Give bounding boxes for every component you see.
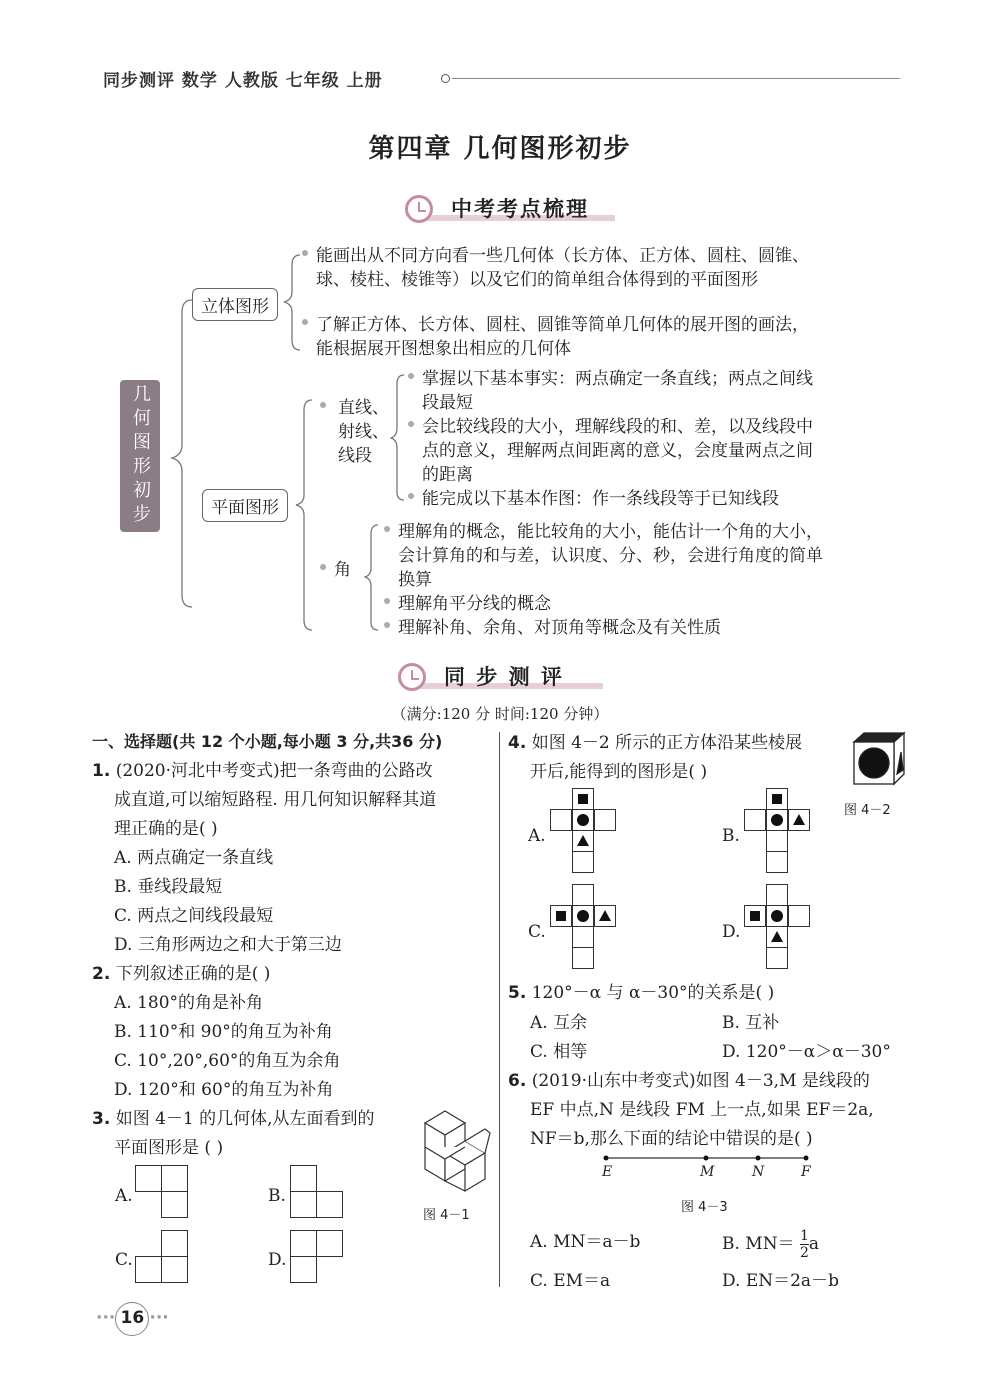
option-d[interactable]: D. <box>722 922 741 942</box>
column-divider <box>499 732 500 1287</box>
option-d[interactable]: D. <box>268 1250 287 1270</box>
option[interactable]: D. EN＝2a－b <box>722 1271 839 1291</box>
section-title: 中考考点梳理 <box>451 197 589 221</box>
solid-item: 能画出从不同方向看一些几何体（长方体、正方体、圆柱、圆锥、 <box>316 246 809 266</box>
node-plane-figures: 平面图形 <box>202 489 288 522</box>
option[interactable]: B. 互补 <box>722 1013 780 1033</box>
brace-lines <box>390 370 410 510</box>
option[interactable]: A. 互余 <box>530 1013 588 1033</box>
option: B. 110°和 90°的角互为补角 <box>114 1022 333 1042</box>
option-a[interactable]: A. <box>528 826 546 846</box>
page-number: ··· 16 ··· <box>96 1302 169 1336</box>
option-b[interactable]: B. <box>268 1186 286 1206</box>
clock-icon <box>398 663 426 691</box>
point-E: E <box>602 1164 613 1180</box>
question-2: 2. 下列叙述正确的是( ) A. 180°的角是补角 B. 110°和 90°的角互为补角 C. 10°,20°,60°的角互为余角 D. 120°和 60°的角互为补角 <box>92 960 497 1105</box>
option: C. 两点之间线段最短 <box>114 906 274 926</box>
option: B. 垂线段最短 <box>114 877 223 897</box>
header-dot <box>441 74 450 83</box>
angle-item: 理解角的概念，能比较角的大小，能估计一个角的大小， <box>398 522 823 542</box>
header-rule <box>452 78 900 79</box>
option: C. 10°,20°,60°的角互为余角 <box>114 1051 341 1071</box>
option: D. 120°和 60°的角互为补角 <box>114 1080 334 1100</box>
question-1: 1. (2020·河北中考变式)把一条弯曲的公路改 成直道,可以缩短路程. 用几何知识解释其道 理正确的是( ) A. 两点确定一条直线 B. 垂线段最短 C. 两点之间线段最短 D. 三角形两边之和大于第三边 <box>92 757 497 960</box>
option[interactable]: A. MN＝a－b <box>530 1232 641 1252</box>
option: A. 180°的角是补角 <box>114 993 264 1013</box>
question-3: 3. 如图 4－1 的几何体,从左面看到的 平面图形是 ( ) <box>92 1109 375 1158</box>
node-ray: 射线、 <box>338 422 389 442</box>
solid-item-cont: 能根据展开图想象出相应的几何体 <box>316 339 571 359</box>
solid-item: 了解正方体、长方体、圆柱、圆锥等简单几何体的展开图的画法， <box>316 315 809 335</box>
figure-4-2-cube <box>850 730 908 788</box>
option[interactable]: B. MN＝ $\frac{1}{2}$ a <box>722 1228 820 1261</box>
line-item: 会比较线段的大小，理解线段的和、差，以及线段中 <box>422 417 813 437</box>
line-item: 掌握以下基本事实：两点确定一条直线；两点之间线 <box>422 369 813 389</box>
line-item-cont: 的距离 <box>422 465 473 485</box>
point-F: F <box>801 1164 811 1180</box>
line-item-cont: 点的意义，理解两点间距离的意义，会度量两点之间 <box>422 441 813 461</box>
section-banner-test <box>398 663 608 693</box>
option-c[interactable]: C. <box>528 922 546 942</box>
option-b[interactable]: B. <box>722 826 740 846</box>
node-solid-figures: 立体图形 <box>192 288 278 321</box>
option[interactable]: C. EM＝a <box>530 1271 611 1291</box>
option: A. 两点确定一条直线 <box>114 848 274 868</box>
figure-4-1-solid <box>420 1103 495 1195</box>
option-c[interactable]: C. <box>115 1250 133 1270</box>
brace-angle <box>364 520 384 640</box>
line-item: 能完成以下基本作图：作一条线段等于已知线段 <box>422 489 779 509</box>
solid-item-cont: 球、棱柱、棱锥等）以及它们的简单组合体得到的平面图形 <box>316 270 758 290</box>
option: D. 三角形两边之和大于第三边 <box>114 935 342 955</box>
line-item-cont: 段最短 <box>422 393 473 413</box>
option-a[interactable]: A. <box>115 1186 133 1206</box>
angle-item-cont: 换算 <box>398 570 432 590</box>
figure-4-3-segment <box>596 1150 816 1180</box>
question-4: 4. 如图 4－2 所示的正方体沿某些棱展 开后,能得到的图形是( ) <box>508 733 803 782</box>
question-5: 5. 120°－α 与 α－30°的关系是( ) <box>508 983 775 1003</box>
test-meta: （满分:120 分 时间:120 分钟） <box>391 705 609 723</box>
mindmap-root: 几何图形初步 <box>120 380 160 532</box>
figure-caption: 图 4－3 <box>681 1200 728 1215</box>
figure-caption: 图 4－2 <box>844 803 891 818</box>
angle-item: 理解角平分线的概念 <box>398 594 551 614</box>
section-banner-review <box>405 195 615 225</box>
option[interactable]: D. 120°－α＞α－30° <box>722 1042 891 1062</box>
point-M: M <box>700 1164 715 1180</box>
angle-item-cont: 会计算角的和与差，认识度、分、秒，会进行角度的简单 <box>398 546 823 566</box>
chapter-title: 第四章 几何图形初步 <box>368 134 632 164</box>
node-angle: 角 <box>334 560 351 580</box>
node-line: 直线、 <box>338 398 389 418</box>
angle-item: 理解补角、余角、对顶角等概念及有关性质 <box>398 618 721 638</box>
point-N: N <box>752 1164 765 1180</box>
running-header: 同步测评 数学 人教版 七年级 上册 <box>103 71 383 91</box>
section-title: 同 步 测 评 <box>444 665 564 689</box>
question-6: 6. (2019·山东中考变式)如图 4－3,M 是线段的 EF 中点,N 是线段 FM 上一点,如果 EF＝2a, NF＝b,那么下面的结论中错误的是( ) <box>508 1071 874 1149</box>
clock-icon <box>405 195 433 223</box>
option[interactable]: C. 相等 <box>530 1042 588 1062</box>
figure-caption: 图 4－1 <box>423 1208 470 1223</box>
section-heading: 一、选择题(共 12 个小题,每小题 3 分,共36 分) <box>92 732 443 751</box>
node-segment: 线段 <box>338 446 372 466</box>
